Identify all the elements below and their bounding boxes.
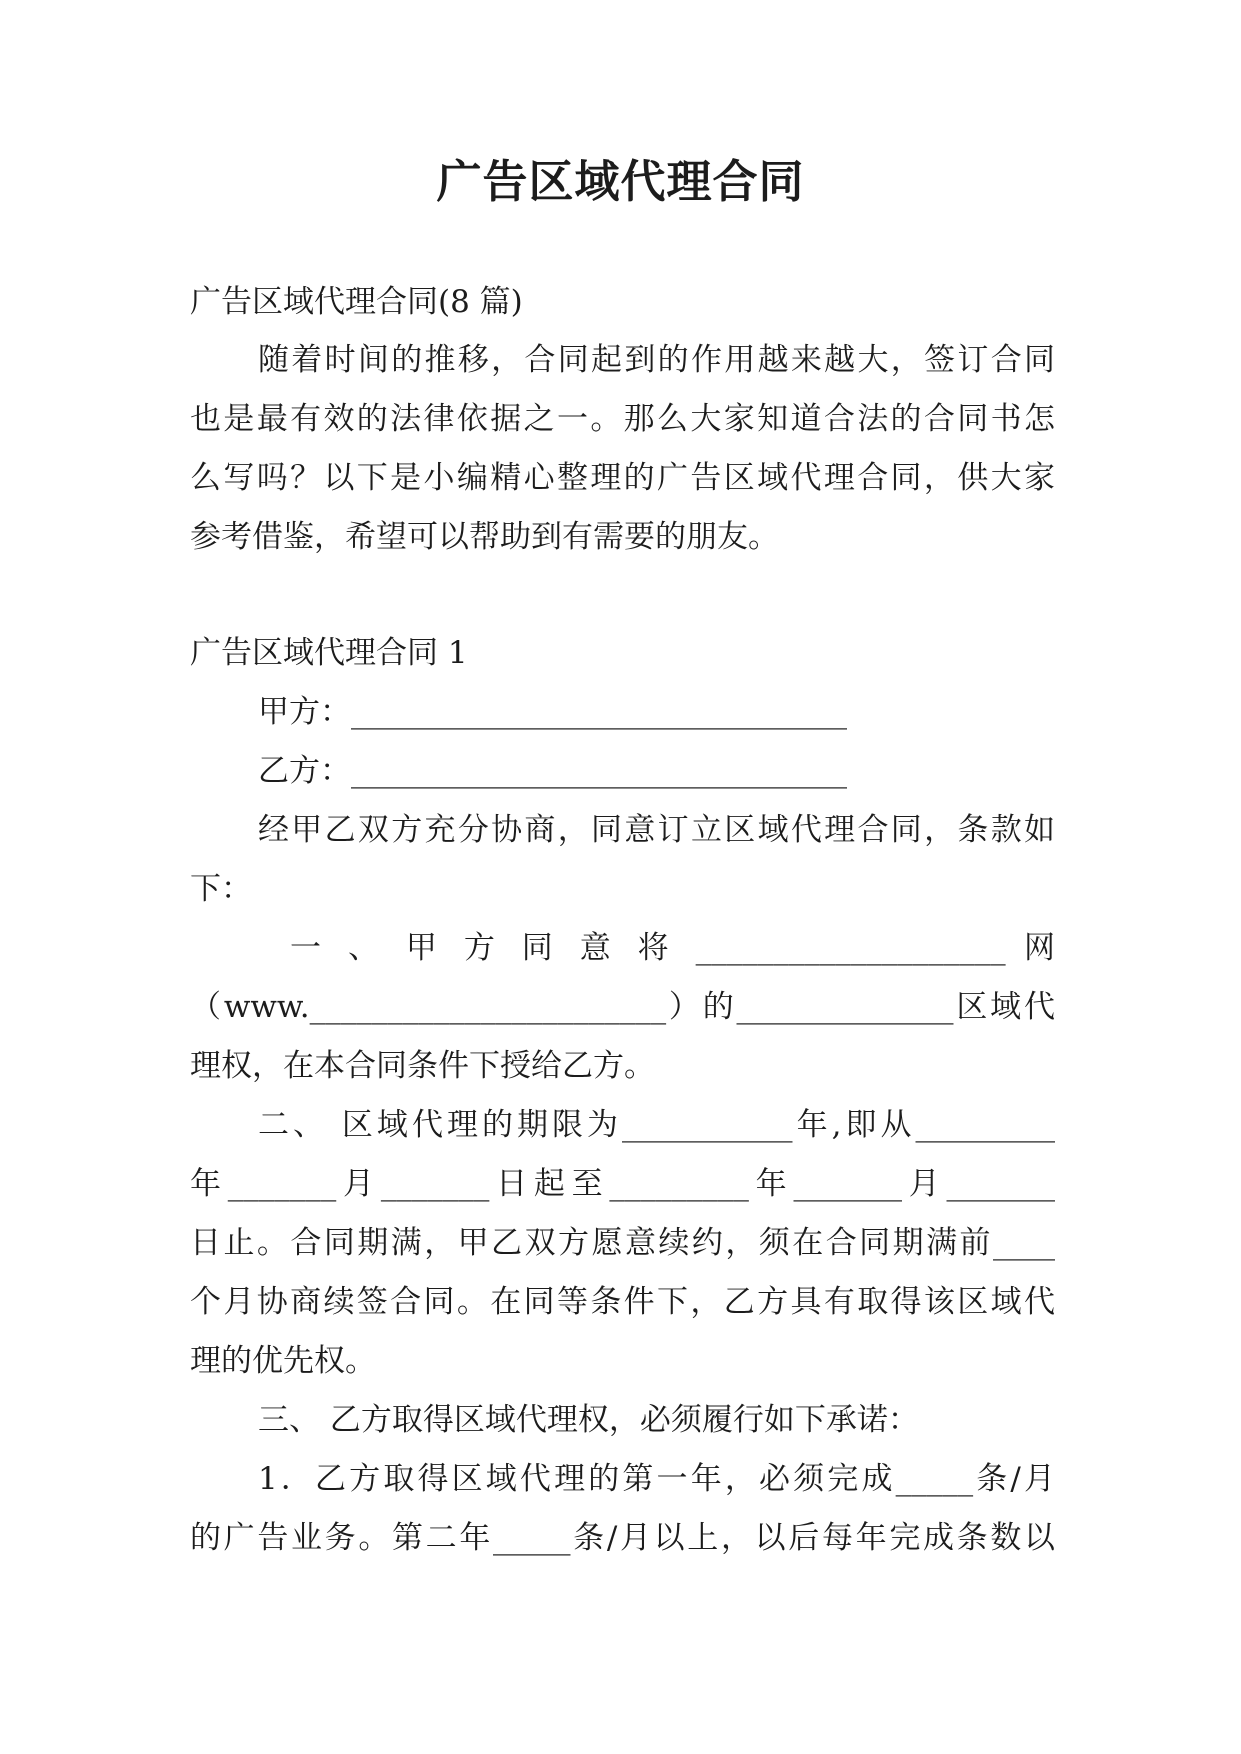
section-heading-1: 广告区域代理合同 1 [190, 635, 468, 671]
intro-line-1: 随着时间的推移，合同起到的作用越来越大，签订合同 [258, 342, 1055, 378]
clause-3-item-1-line-2: 的广告业务。第二年_____条/月以上，以后每年完成条数以 [190, 1520, 1055, 1556]
clause-1-line-3: 理权，在本合同条件下授给乙方。 [190, 1048, 655, 1084]
agreement-line-2: 下： [190, 871, 252, 907]
document-title: 广告区域代理合同 [436, 155, 805, 208]
clause-2-line-2: 年_______月_______日起至_________年_______月_______ [190, 1166, 1055, 1202]
clause-2-line-5: 理的优先权。 [190, 1343, 376, 1379]
clause-1-line-2: （www._______________________）的______________区域代 [190, 989, 1055, 1025]
intro-line-2: 也是最有效的法律依据之一。那么大家知道合法的合同书怎 [190, 401, 1055, 437]
intro-line-4: 参考借鉴，希望可以帮助到有需要的朋友。 [190, 519, 779, 555]
clause-1-line-1: 一 、 甲 方 同 意 将 ____________________ 网 [290, 930, 1055, 966]
clause-3-heading: 三、 乙方取得区域代理权，必须履行如下承诺： [258, 1402, 919, 1438]
agreement-line-1: 经甲乙双方充分协商，同意订立区域代理合同，条款如 [258, 812, 1055, 848]
intro-line-3: 么写吗？以下是小编精心整理的广告区域代理合同，供大家 [190, 460, 1055, 496]
clause-2-line-4: 个月协商续签合同。在同等条件下，乙方具有取得该区域代 [190, 1284, 1055, 1320]
clause-2-line-3: 日止。合同期满，甲乙双方愿意续约，须在合同期满前____ [190, 1225, 1055, 1261]
clause-2-line-1: 二、 区域代理的期限为___________年,即从_________ [258, 1107, 1055, 1143]
party-a-line: 甲方：________________________________ [258, 694, 847, 730]
party-b-line: 乙方：________________________________ [258, 753, 847, 789]
subtitle-line: 广告区域代理合同(8 篇) [190, 284, 523, 320]
clause-3-item-1-line-1: 1．乙方取得区域代理的第一年，必须完成_____条/月 [258, 1461, 1055, 1497]
